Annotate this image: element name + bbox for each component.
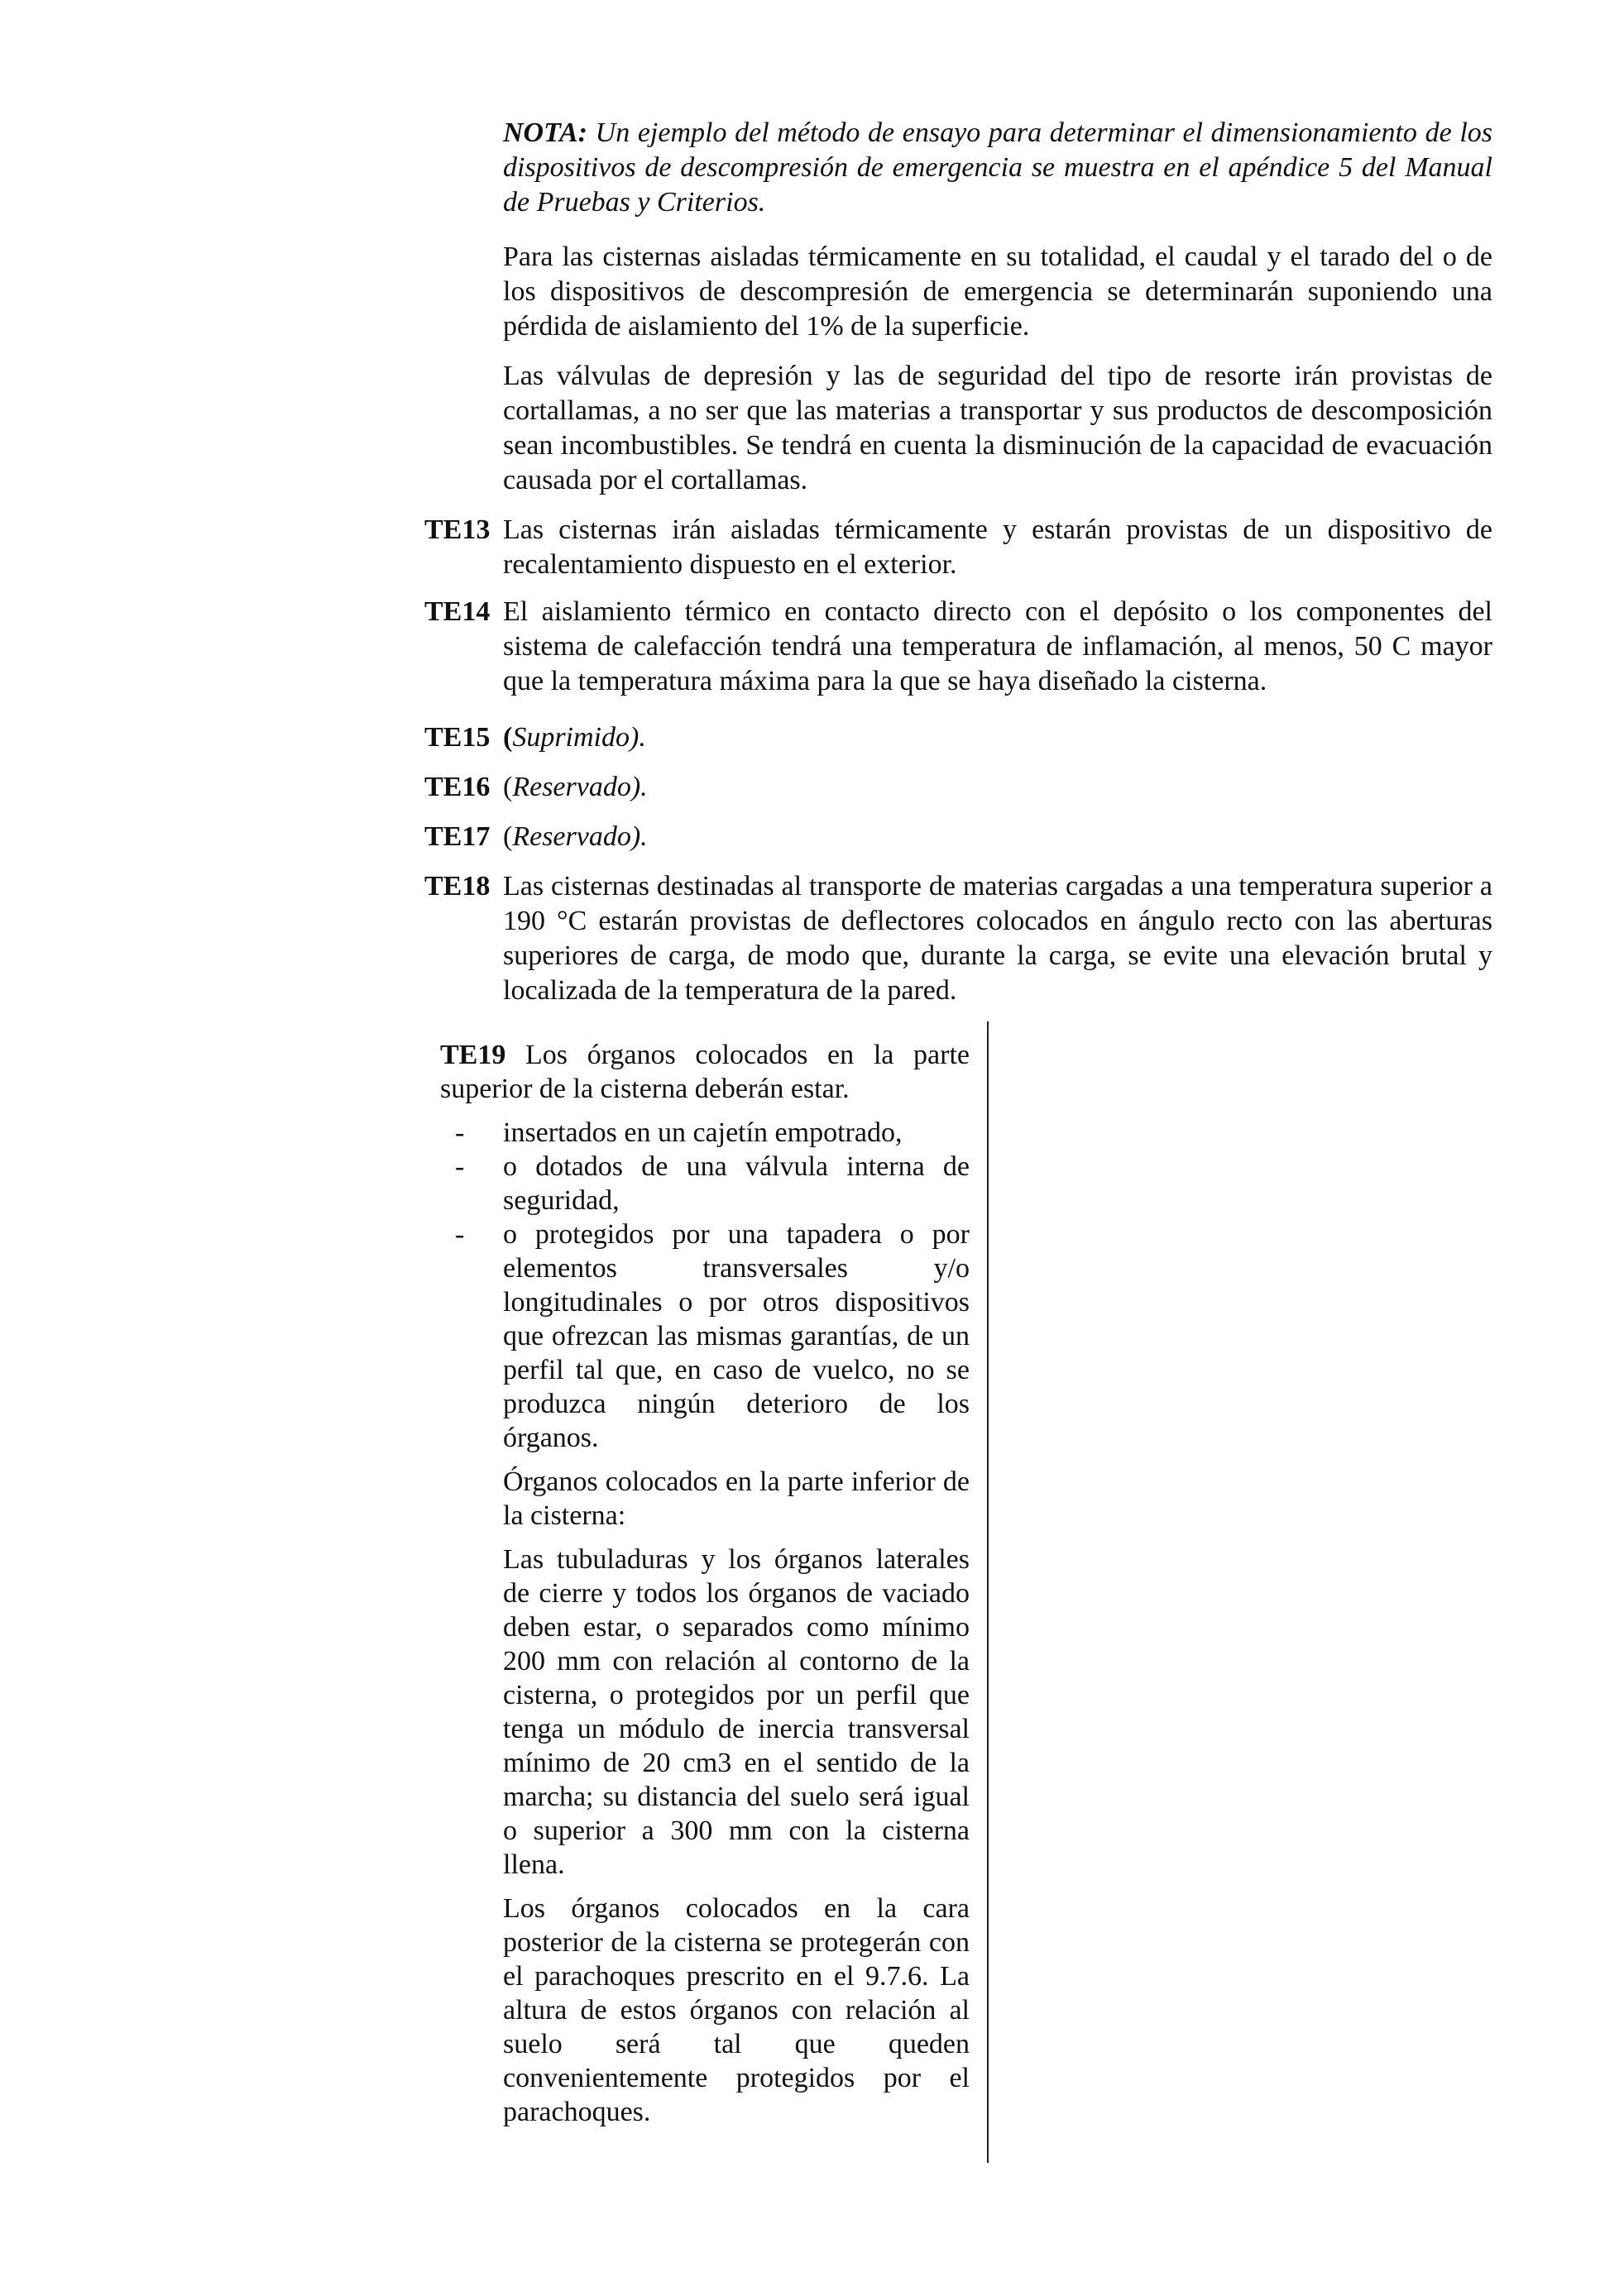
item-text — [503, 820, 1492, 854]
item-te17 — [424, 820, 1492, 854]
item-status: Reservado). — [512, 772, 648, 802]
paragraph-valves: Las válvulas de depresión y las de seguridad del tipo de resorte irán provistas de cortallamas, a no ser que las materias a transportar y sus productos de descomposición sean incombustibles. Se tendrá en cuenta la disminución de la capacidad de evacuación causada por el cortallamas. — [503, 361, 1492, 495]
item-te13 — [424, 513, 1492, 582]
item-text — [503, 770, 1492, 805]
item-text: El aislamiento térmico en contacto directo con el depósito o los componentes del sistema de calefacción tendrá una temperatura de inflamación, al menos, 50 C mayor que la temperatura máxima para la que se haya diseñado la cisterna. — [503, 596, 1492, 696]
dash-marker: - — [455, 1151, 465, 1182]
te19-paragraph-rear: Los órganos colocados en la cara posterior de la cisterna se protegerán con el parachoques prescrito en el 9.7.6. La altura de estos órganos con relación al suelo será tal que queden convenientemente protegidos por el parachoques. — [503, 1893, 970, 2127]
item-te14 — [424, 595, 1492, 699]
te19-bullet-list — [440, 1116, 970, 1455]
item-te16 — [424, 770, 1492, 805]
item-te15 — [424, 720, 1492, 755]
note-text: Un ejemplo del método de ensayo para determinar el dimensionamiento de los dispositivos de descompresión de emergencia se muestra en el apéndice 5 del Manual de Pruebas y Criterios. — [503, 117, 1492, 218]
list-item-text: insertados en un cajetín empotrado, — [503, 1117, 903, 1148]
note-label: NOTA: — [503, 117, 587, 148]
list-item — [440, 1217, 970, 1455]
item-text: Las cisternas irán aisladas térmicamente y estarán provistas de un dispositivo de recalentamiento dispuesto en el exterior. — [503, 514, 1492, 580]
dash-marker: - — [455, 1117, 465, 1148]
item-code: TE15 — [424, 722, 491, 753]
item-te18 — [424, 869, 1492, 1008]
te19-paragraph-lower: Órganos colocados en la parte inferior de la cisterna: — [503, 1466, 970, 1531]
note-paragraph — [503, 116, 1492, 220]
column-divider — [987, 1021, 989, 2163]
item-status: Suprimido). — [512, 722, 646, 753]
te19-lead — [440, 1038, 970, 1106]
list-item — [440, 1116, 970, 1150]
dash-marker: - — [455, 1219, 465, 1250]
te19-paragraph-tubes: Las tubuladuras y los órganos laterales de cierre y todos los órganos de vaciado deben estar, o separados como mínimo 200 mm con relación al contorno de la cisterna, o protegidos por un perfil que tenga un módulo de inercia transversal mínimo de 20 cm3 en el sentido de la marcha; su distancia del suelo será igual o superior a 300 mm con la cisterna llena. — [503, 1544, 970, 1880]
item-code: TE17 — [424, 821, 491, 852]
list-item-text: o protegidos por una tapadera o por elementos transversales y/o longitudinales o por otros dispositivos que ofrezcan las mismas garantías, de un perfil tal que, en caso de vuelco, no se produzca ningún deterioro de los órganos. — [503, 1219, 970, 1453]
item-code: TE18 — [424, 871, 491, 902]
item-status: Reservado). — [512, 821, 648, 852]
te19-column — [440, 1038, 970, 2129]
te19-code: TE19 — [440, 1040, 506, 1070]
item-open-paren: ( — [503, 821, 513, 852]
item-code: TE13 — [424, 514, 491, 545]
item-code: TE16 — [424, 772, 491, 802]
item-text — [503, 720, 1492, 755]
item-open-paren: ( — [503, 772, 513, 802]
item-text: Las cisternas destinadas al transporte de materias cargadas a una temperatura superior a 190 °C estarán provistas de deflectores colocados en ángulo recto con las aberturas superiores de carga, de modo que, durante la carga, se evite una elevación brutal y localizada de la temperatura de la pared. — [503, 871, 1492, 1006]
list-item-text: o dotados de una válvula interna de seguridad, — [503, 1151, 970, 1216]
list-item — [440, 1150, 970, 1217]
te19-lead-text: Los órganos colocados en la parte superior de la cisterna deberán estar. — [440, 1040, 970, 1104]
paragraph-insulated: Para las cisternas aisladas térmicamente en su totalidad, el caudal y el tarado del o de los dispositivos de descompresión de emergencia se determinarán suponiendo una pérdida de aislamiento del 1% de la superficie. — [503, 242, 1492, 342]
item-open-paren: ( — [503, 722, 513, 753]
item-code: TE14 — [424, 596, 491, 627]
